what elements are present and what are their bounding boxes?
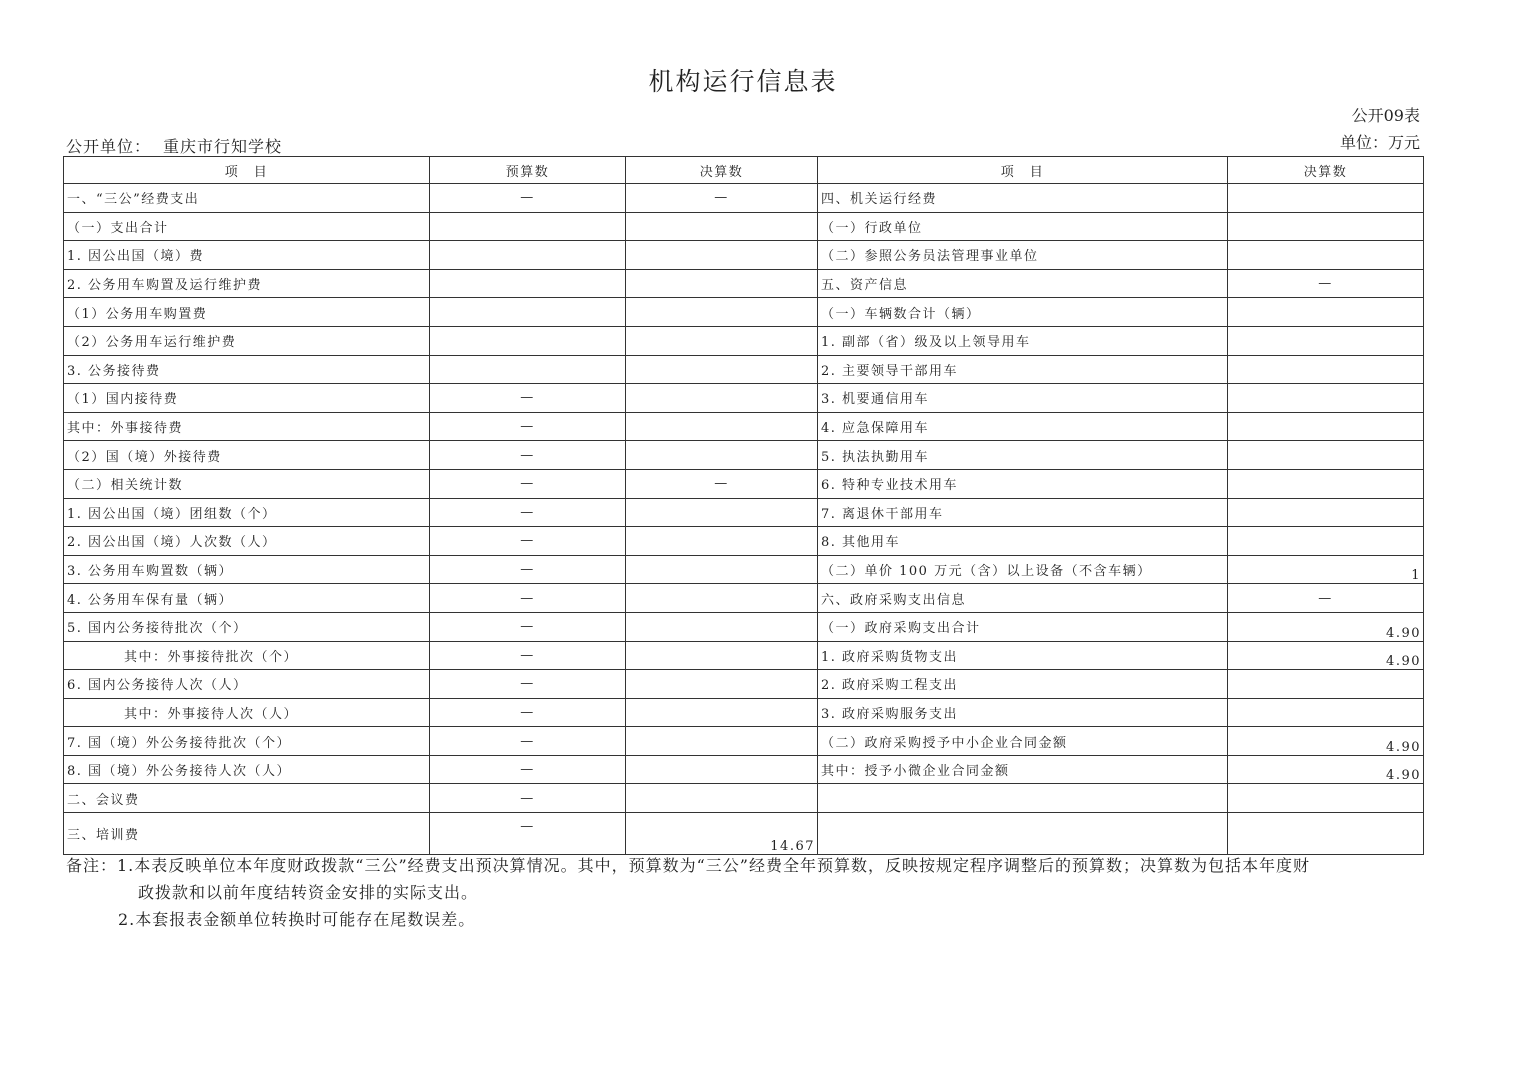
- row-label: （一）支出合计: [64, 212, 430, 241]
- row-label: 2. 因公出国（境）人次数（人）: [64, 527, 430, 556]
- right-final-cell: 1: [1228, 555, 1424, 584]
- row-label: 三、培训费: [64, 813, 430, 855]
- right-label: （一）车辆数合计（辆）: [818, 298, 1228, 327]
- right-label: 其中：授予小微企业合同金额: [818, 755, 1228, 784]
- table-row: [64, 698, 1424, 727]
- final-cell: [626, 498, 818, 527]
- org-name: 重庆市行知学校: [163, 137, 283, 156]
- right-label: 3. 机要通信用车: [818, 384, 1228, 413]
- right-final-cell: [1228, 784, 1424, 813]
- unit-label: 单位：万元: [1339, 133, 1420, 152]
- right-final-cell: [1228, 355, 1424, 384]
- org-info: [66, 134, 282, 157]
- budget-cell: [430, 298, 626, 327]
- right-final-cell: [1228, 412, 1424, 441]
- final-cell: [626, 355, 818, 384]
- table-row: [64, 412, 1424, 441]
- right-label: 2. 政府采购工程支出: [818, 670, 1228, 699]
- table-row: [64, 212, 1424, 241]
- right-label: 5. 执法执勤用车: [818, 441, 1228, 470]
- budget-cell: —: [430, 784, 626, 813]
- right-final-cell: 4.90: [1228, 727, 1424, 756]
- table-row: [64, 298, 1424, 327]
- table-row: [64, 784, 1424, 813]
- budget-cell: —: [430, 184, 626, 213]
- final-cell: [626, 584, 818, 613]
- right-final-cell: [1228, 184, 1424, 213]
- row-label: （二）相关统计数: [64, 469, 430, 498]
- right-final-cell: [1228, 498, 1424, 527]
- table-row: [64, 641, 1424, 670]
- table-row: [64, 384, 1424, 413]
- right-label: （一）政府采购支出合计: [818, 612, 1228, 641]
- info-table: [63, 156, 1424, 855]
- row-label: 1. 因公出国（境）费: [64, 241, 430, 270]
- final-cell: [626, 612, 818, 641]
- right-final-cell: [1228, 813, 1424, 855]
- row-label: 4. 公务用车保有量（辆）: [64, 584, 430, 613]
- table-row: [64, 670, 1424, 699]
- final-cell: [626, 384, 818, 413]
- final-cell: [626, 784, 818, 813]
- row-label: 其中：外事接待费: [64, 412, 430, 441]
- right-final-cell: —: [1228, 269, 1424, 298]
- budget-cell: [430, 269, 626, 298]
- right-label: （二）单价 100 万元（含）以上设备（不含车辆）: [818, 555, 1228, 584]
- right-label: （二）政府采购授予中小企业合同金额: [818, 727, 1228, 756]
- final-cell: [626, 727, 818, 756]
- table-row: [64, 326, 1424, 355]
- budget-cell: —: [430, 698, 626, 727]
- right-final-cell: 4.90: [1228, 755, 1424, 784]
- right-label: 五、资产信息: [818, 269, 1228, 298]
- header-final-right: 决算数: [1228, 157, 1424, 184]
- table-row: [64, 441, 1424, 470]
- budget-cell: —: [430, 813, 626, 855]
- row-label: 1. 因公出国（境）团组数（个）: [64, 498, 430, 527]
- table-row: [64, 355, 1424, 384]
- row-label: （2）国（境）外接待费: [64, 441, 430, 470]
- budget-cell: [430, 212, 626, 241]
- final-cell: [626, 698, 818, 727]
- right-final-cell: [1228, 698, 1424, 727]
- right-label: 4. 应急保障用车: [818, 412, 1228, 441]
- right-final-cell: 4.90: [1228, 641, 1424, 670]
- right-final-cell: [1228, 670, 1424, 699]
- table-row: [64, 498, 1424, 527]
- budget-cell: —: [430, 527, 626, 556]
- table-row: [64, 612, 1424, 641]
- final-cell: [626, 412, 818, 441]
- header-item-right: 项 目: [818, 157, 1228, 184]
- budget-cell: —: [430, 612, 626, 641]
- final-cell: [626, 326, 818, 355]
- table-row: [64, 727, 1424, 756]
- budget-cell: —: [430, 498, 626, 527]
- right-label: 1. 副部（省）级及以上领导用车: [818, 326, 1228, 355]
- right-final-cell: [1228, 298, 1424, 327]
- row-label: 3. 公务用车购置数（辆）: [64, 555, 430, 584]
- final-cell: [626, 241, 818, 270]
- table-row: [64, 269, 1424, 298]
- right-label: 四、机关运行经费: [818, 184, 1228, 213]
- right-final-cell: —: [1228, 584, 1424, 613]
- right-label: （二）参照公务员法管理事业单位: [818, 241, 1228, 270]
- final-cell: [626, 555, 818, 584]
- right-final-cell: [1228, 326, 1424, 355]
- table-row: [64, 527, 1424, 556]
- final-cell: [626, 641, 818, 670]
- header-item-left: 项 目: [64, 157, 430, 184]
- row-label: 5. 国内公务接待批次（个）: [64, 612, 430, 641]
- right-label: 8. 其他用车: [818, 527, 1228, 556]
- header-final-left: 决算数: [626, 157, 818, 184]
- note-line-2: 政拨款和以前年度结转资金安排的实际支出。: [138, 883, 479, 902]
- table-header-row: [64, 157, 1424, 184]
- final-cell: [626, 298, 818, 327]
- right-final-cell: 4.90: [1228, 612, 1424, 641]
- final-cell: [626, 527, 818, 556]
- final-cell: [626, 269, 818, 298]
- right-label: 六、政府采购支出信息: [818, 584, 1228, 613]
- row-label: （1）国内接待费: [64, 384, 430, 413]
- final-cell: [626, 755, 818, 784]
- row-label: （1）公务用车购置费: [64, 298, 430, 327]
- final-cell: [626, 670, 818, 699]
- budget-cell: —: [430, 384, 626, 413]
- budget-cell: —: [430, 727, 626, 756]
- row-label: 2. 公务用车购置及运行维护费: [64, 269, 430, 298]
- right-final-cell: [1228, 241, 1424, 270]
- row-label: 3. 公务接待费: [64, 355, 430, 384]
- row-label: 其中：外事接待批次（个）: [64, 641, 430, 670]
- right-final-cell: [1228, 527, 1424, 556]
- right-final-cell: [1228, 212, 1424, 241]
- form-number: 公开09表: [1351, 106, 1420, 125]
- row-label: 其中：外事接待人次（人）: [64, 698, 430, 727]
- right-label: 2. 主要领导干部用车: [818, 355, 1228, 384]
- note-line-1: 备注：1.本表反映单位本年度财政拨款“三公”经费支出预决算情况。其中，预算数为“三公”经费全年预算数，反映按规定程序调整后的预算数；决算数为包括本年度财: [66, 856, 1310, 875]
- table-row: [64, 184, 1424, 213]
- final-cell: 14.67: [626, 813, 818, 855]
- row-label: 一、“三公”经费支出: [64, 184, 430, 213]
- right-label: 6. 特种专业技术用车: [818, 469, 1228, 498]
- table-row: [64, 584, 1424, 613]
- budget-cell: —: [430, 755, 626, 784]
- right-label: 7. 离退休干部用车: [818, 498, 1228, 527]
- budget-cell: [430, 326, 626, 355]
- table-row: [64, 241, 1424, 270]
- note-line-3: 2.本套报表金额单位转换时可能存在尾数误差。: [118, 910, 476, 929]
- row-label: 7. 国（境）外公务接待批次（个）: [64, 727, 430, 756]
- table-row: [64, 755, 1424, 784]
- page-title: 机构运行信息表: [648, 67, 838, 96]
- final-cell: [626, 212, 818, 241]
- row-label: 6. 国内公务接待人次（人）: [64, 670, 430, 699]
- right-final-cell: [1228, 441, 1424, 470]
- right-label: 1. 政府采购货物支出: [818, 641, 1228, 670]
- right-label: [818, 813, 1228, 855]
- table-row: [64, 813, 1424, 855]
- row-label: 8. 国（境）外公务接待人次（人）: [64, 755, 430, 784]
- table-row: [64, 469, 1424, 498]
- final-cell: —: [626, 184, 818, 213]
- table-row: [64, 555, 1424, 584]
- budget-cell: —: [430, 412, 626, 441]
- budget-cell: —: [430, 641, 626, 670]
- right-label: （一）行政单位: [818, 212, 1228, 241]
- final-cell: [626, 441, 818, 470]
- budget-cell: [430, 355, 626, 384]
- budget-cell: —: [430, 441, 626, 470]
- right-final-cell: [1228, 469, 1424, 498]
- budget-cell: —: [430, 555, 626, 584]
- header-budget: 预算数: [430, 157, 626, 184]
- row-label: （2）公务用车运行维护费: [64, 326, 430, 355]
- right-final-cell: [1228, 384, 1424, 413]
- budget-cell: [430, 241, 626, 270]
- right-label: [818, 784, 1228, 813]
- row-label: 二、会议费: [64, 784, 430, 813]
- notes: [66, 852, 1426, 933]
- org-label: 公开单位：: [66, 137, 152, 156]
- budget-cell: —: [430, 469, 626, 498]
- budget-cell: —: [430, 584, 626, 613]
- budget-cell: —: [430, 670, 626, 699]
- final-cell: —: [626, 469, 818, 498]
- right-label: 3. 政府采购服务支出: [818, 698, 1228, 727]
